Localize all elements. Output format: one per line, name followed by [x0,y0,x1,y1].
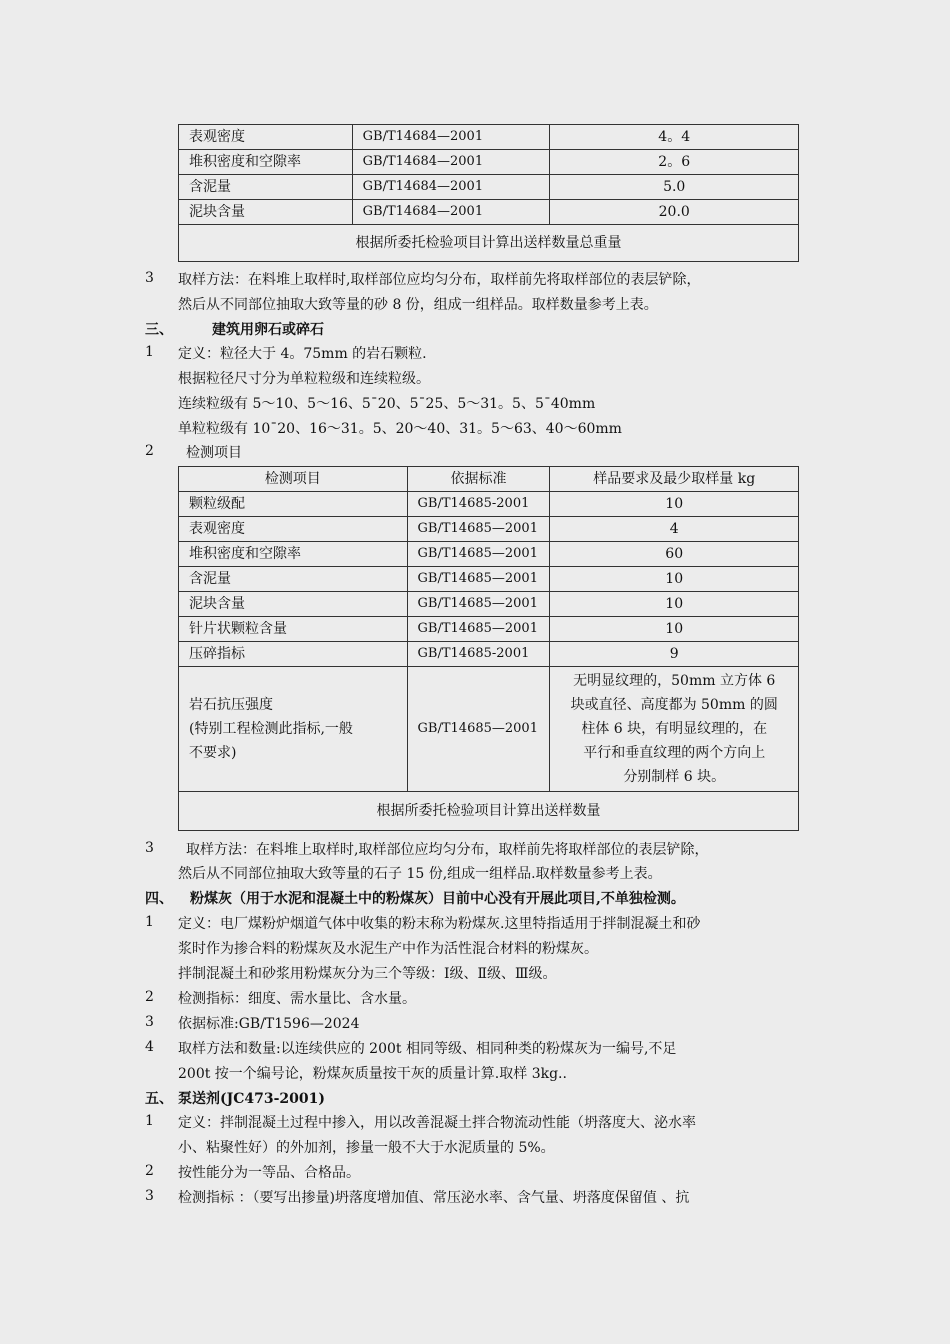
table-cell: 5.0 [550,175,799,200]
item-number: 1 [145,1113,154,1129]
table-cell: GB/T14685-2001 [407,642,550,667]
section-heading: 泵送剂(JC473-2001) [178,1091,326,1107]
paragraph-line: 取样方法：在料堆上取样时,取样部位应均匀分布，取样前先将取样部位的表层铲除， [186,842,709,858]
sand-test-table [178,124,799,262]
paragraph-line: 200t 按一个编号论，粉煤灰质量按干灰的质量计算.取样 3kg.. [178,1066,567,1082]
table-row [179,200,799,225]
section-number: 四、 [145,891,173,907]
table-cell: GB/T14684—2001 [352,125,550,150]
table-footer: 根据所委托检验项目计算出送样数量 [179,792,799,831]
table-row [179,542,799,567]
table-footer: 根据所委托检验项目计算出送样数量总重量 [179,225,799,262]
table-row [179,642,799,667]
item-number: 4 [145,1039,154,1055]
table-cell: GB/T14684—2001 [352,150,550,175]
paragraph-line: 按性能分为一等品、合格品。 [178,1165,360,1181]
table-cell: GB/T14684—2001 [352,175,550,200]
table-row [179,592,799,617]
table-row [179,150,799,175]
table-row [179,617,799,642]
gravel-test-table [178,466,799,831]
item-number: 2 [145,443,154,459]
table-cell: GB/T14684—2001 [352,200,550,225]
table-cell: 4。4 [550,125,799,150]
section-heading: 粉煤灰（用于水泥和混凝土中的粉煤灰）目前中心没有开展此项目,不单独检测。 [190,891,685,907]
table-cell: 2。6 [550,150,799,175]
table-cell: 含泥量 [179,567,408,592]
table-row [179,492,799,517]
section-heading: 建筑用卵石或碎石 [212,322,324,338]
table-cell: 泥块含量 [179,200,353,225]
paragraph-line: 浆时作为掺合料的粉煤灰及水泥生产中作为活性混合材料的粉煤灰。 [178,941,598,957]
cell-line: 柱体 6 块，有明显纹理的，在 [581,721,768,737]
section-number: 五、 [145,1091,173,1107]
section-number: 三、 [145,322,173,338]
paragraph-line: 定义：电厂煤粉炉烟道气体中收集的粉末称为粉煤灰.这里特指适用于拌制混凝土和砂 [178,916,701,932]
paragraph-line: 连续粒级有 5～10、5～16、5¯20、5¯25、5～31。5、5¯40mm [178,396,596,412]
table-cell: 10 [550,592,799,617]
table-cell: 10 [550,492,799,517]
table-row [179,567,799,592]
table-cell: 20.0 [550,200,799,225]
cell-line: 平行和垂直纹理的两个方向上 [583,745,766,761]
table-cell: 60 [550,542,799,567]
item-number: 3 [145,840,154,856]
paragraph-line: 检测项目 [186,445,242,461]
cell-line: 分别制样 6 块。 [623,769,726,785]
table-cell: 堆积密度和空隙率 [179,542,408,567]
paragraph-line: 拌制混凝土和砂浆用粉煤灰分为三个等级：Ⅰ级、Ⅱ级、Ⅲ级。 [178,966,557,982]
paragraph-line: 然后从不同部位抽取大致等量的石子 15 份,组成一组样品.取样数量参考上表。 [178,866,662,882]
item-number: 1 [145,914,154,930]
table-row [179,125,799,150]
table-cell: 颗粒级配 [179,492,408,517]
item-number: 3 [145,1188,154,1204]
table-cell: 10 [550,567,799,592]
cell-line: (特别工程检测此指标,一般 [189,721,353,737]
table-row [179,667,799,792]
table-cell: 表观密度 [179,125,353,150]
cell-line: 岩石抗压强度 [189,697,273,713]
table-cell: GB/T14685—2001 [407,667,550,792]
cell-line: 不要求) [189,745,237,761]
table-footer-row [179,792,799,831]
table-cell: 压碎指标 [179,642,408,667]
table-cell: 堆积密度和空隙率 [179,150,353,175]
column-header: 检测项目 [179,467,408,492]
column-header: 样品要求及最少取样量 kg [550,467,799,492]
table-cell: 10 [550,617,799,642]
item-number: 2 [145,1163,154,1179]
paragraph-line: 定义：拌制混凝土过程中掺入，用以改善混凝土拌合物流动性能（坍落度大、泌水率 [178,1115,696,1131]
table-cell [550,667,799,792]
paragraph-line: 定义：粒径大于 4。75mm 的岩石颗粒. [178,346,427,362]
cell-line: 无明显纹理的，50mm 立方体 6 [573,673,776,689]
table-cell: 9 [550,642,799,667]
table-footer-row [179,225,799,262]
table-cell: 针片状颗粒含量 [179,617,408,642]
table-cell: GB/T14685—2001 [407,617,550,642]
column-header: 依据标准 [407,467,550,492]
item-number: 1 [145,344,154,360]
table-cell: 泥块含量 [179,592,408,617]
paragraph-line: 单粒粒级有 10¯20、16～31。5、20～40、31。5～63、40～60mm [178,421,622,437]
paragraph-line: 然后从不同部位抽取大致等量的砂 8 份，组成一组样品。取样数量参考上表。 [178,297,658,313]
item-number: 2 [145,989,154,1005]
paragraph-line: 根据粒径尺寸分为单粒粒级和连续粒级。 [178,371,430,387]
paragraph-line: 取样方法：在料堆上取样时,取样部位应均匀分布，取样前先将取样部位的表层铲除， [178,272,701,288]
table-cell: GB/T14685-2001 [407,492,550,517]
cell-line: 块或直径、高度都为 50mm 的圆 [570,697,778,713]
table-cell: 含泥量 [179,175,353,200]
item-number: 3 [145,270,154,286]
table-header-row [179,467,799,492]
table-row [179,175,799,200]
item-number: 3 [145,1014,154,1030]
table-cell [179,667,408,792]
table-cell: 表观密度 [179,517,408,542]
paragraph-line: 小、粘聚性好）的外加剂，掺量一般不大于水泥质量的 5%。 [178,1140,555,1156]
table-cell: GB/T14685—2001 [407,542,550,567]
table-cell: GB/T14685—2001 [407,567,550,592]
paragraph-line: 检测指标 ：（要写出掺量)坍落度增加值、常压泌水率、含气量、坍落度保留值 、抗 [178,1190,690,1206]
table-cell: GB/T14685—2001 [407,592,550,617]
table-cell: GB/T14685—2001 [407,517,550,542]
table-row [179,517,799,542]
paragraph-line: 依据标准:GB/T1596—2024 [178,1016,360,1032]
paragraph-line: 取样方法和数量:以连续供应的 200t 相同等级、相同种类的粉煤灰为一编号,不足 [178,1041,677,1057]
table-cell: 4 [550,517,799,542]
paragraph-line: 检测指标：细度、需水量比、含水量。 [178,991,416,1007]
